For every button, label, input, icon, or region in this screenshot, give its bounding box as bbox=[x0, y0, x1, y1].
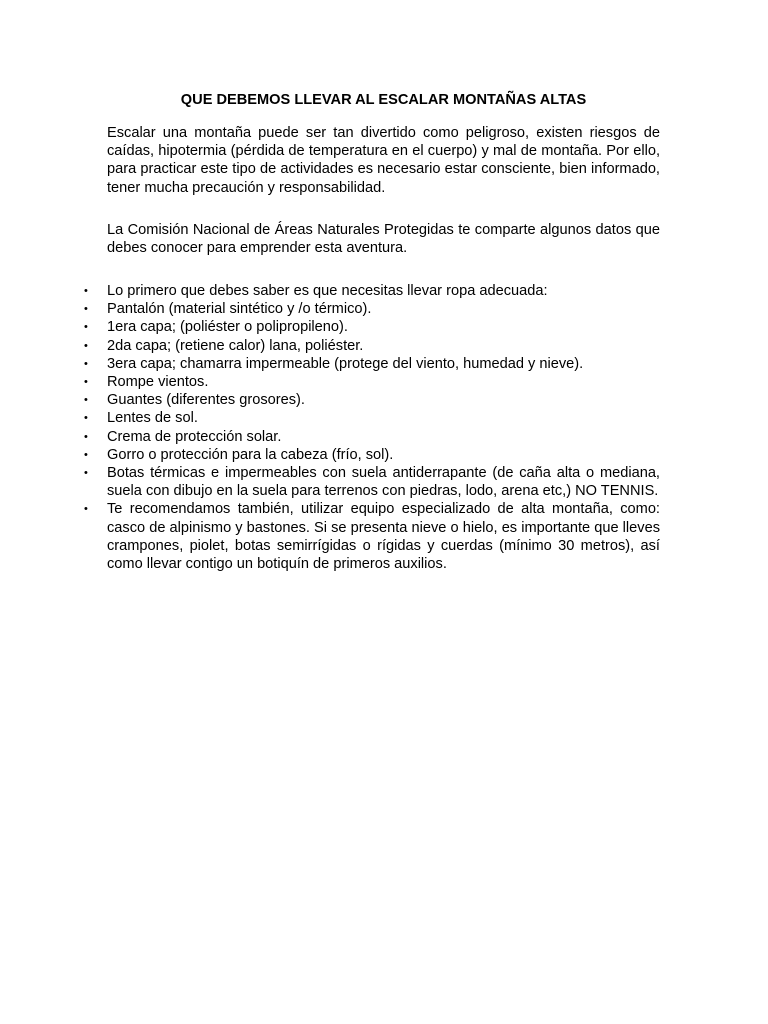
equipment-list bbox=[84, 282, 660, 573]
list-item-text: Gorro o protección para la cabeza (frío, sol). bbox=[107, 446, 394, 463]
bullet-icon: • bbox=[84, 339, 88, 352]
bullet-icon: • bbox=[84, 394, 88, 407]
list-item bbox=[84, 409, 660, 427]
list-item-text: Rompe vientos. bbox=[107, 374, 209, 391]
bullet-icon: • bbox=[84, 503, 88, 516]
bullet-icon: • bbox=[84, 412, 88, 425]
list-item-text: Lentes de sol. bbox=[107, 410, 198, 427]
list-item bbox=[84, 282, 660, 300]
bullet-icon: • bbox=[84, 376, 88, 389]
list-item-text: Botas térmicas e impermeables con suela antiderrapante (de caña alta o mediana, suela con dibujo en la suela para terrenos con piedras, lodo, arena etc,) NO TENNIS. bbox=[107, 465, 660, 500]
list-item-text: 2da capa; (retiene calor) lana, poliéster. bbox=[107, 337, 364, 354]
list-item bbox=[84, 446, 660, 464]
bullet-icon: • bbox=[84, 357, 88, 370]
list-item bbox=[84, 391, 660, 409]
bullet-icon: • bbox=[84, 303, 88, 316]
bullet-icon: • bbox=[84, 285, 88, 297]
bullet-icon: • bbox=[84, 467, 88, 480]
list-item bbox=[84, 373, 660, 391]
list-item bbox=[84, 464, 660, 500]
list-item bbox=[84, 500, 660, 573]
list-item-text: Crema de protección solar. bbox=[107, 428, 282, 445]
list-item-text: 3era capa; chamarra impermeable (protege del viento, humedad y nieve). bbox=[107, 355, 584, 372]
list-item-text: Lo primero que debes saber es que necesitas llevar ropa adecuada: bbox=[107, 283, 548, 299]
list-item bbox=[84, 355, 660, 373]
list-item-text: 1era capa; (poliéster o polipropileno). bbox=[107, 319, 348, 336]
list-item-text: Te recomendamos también, utilizar equipo especializado de alta montaña, como: casco de alpinismo y bastones. Si se presenta nieve o hielo, es importante que lleves crampones, piolet, botas semirrígidas o rígidas y cuerdas (mínimo 30 metros), así como llevar contigo un botiquín de primeros auxilios. bbox=[107, 501, 660, 573]
list-item bbox=[84, 428, 660, 446]
document-title: QUE DEBEMOS LLEVAR AL ESCALAR MONTAÑAS ALTAS bbox=[180, 92, 587, 108]
list-item-text: Guantes (diferentes grosores). bbox=[107, 392, 305, 409]
bullet-icon: • bbox=[84, 321, 88, 334]
list-item bbox=[84, 300, 660, 318]
bullet-icon: • bbox=[84, 430, 88, 443]
list-item bbox=[84, 318, 660, 336]
conanp-paragraph: La Comisión Nacional de Áreas Naturales Protegidas te comparte algunos datos que debes conocer para emprender esta aventura. bbox=[107, 222, 660, 257]
bullet-icon: • bbox=[84, 448, 88, 461]
list-item bbox=[84, 337, 660, 355]
list-item-text: Pantalón (material sintético y /o térmico). bbox=[107, 301, 372, 318]
intro-paragraph: Escalar una montaña puede ser tan divertido como peligroso, existen riesgos de caídas, hipotermia (pérdida de temperatura en el cuerpo) y mal de montaña. Por ello, para practicar este tipo de actividades es necesario estar consciente, bien informado, tener mucha precaución y responsabilidad. bbox=[107, 125, 660, 196]
